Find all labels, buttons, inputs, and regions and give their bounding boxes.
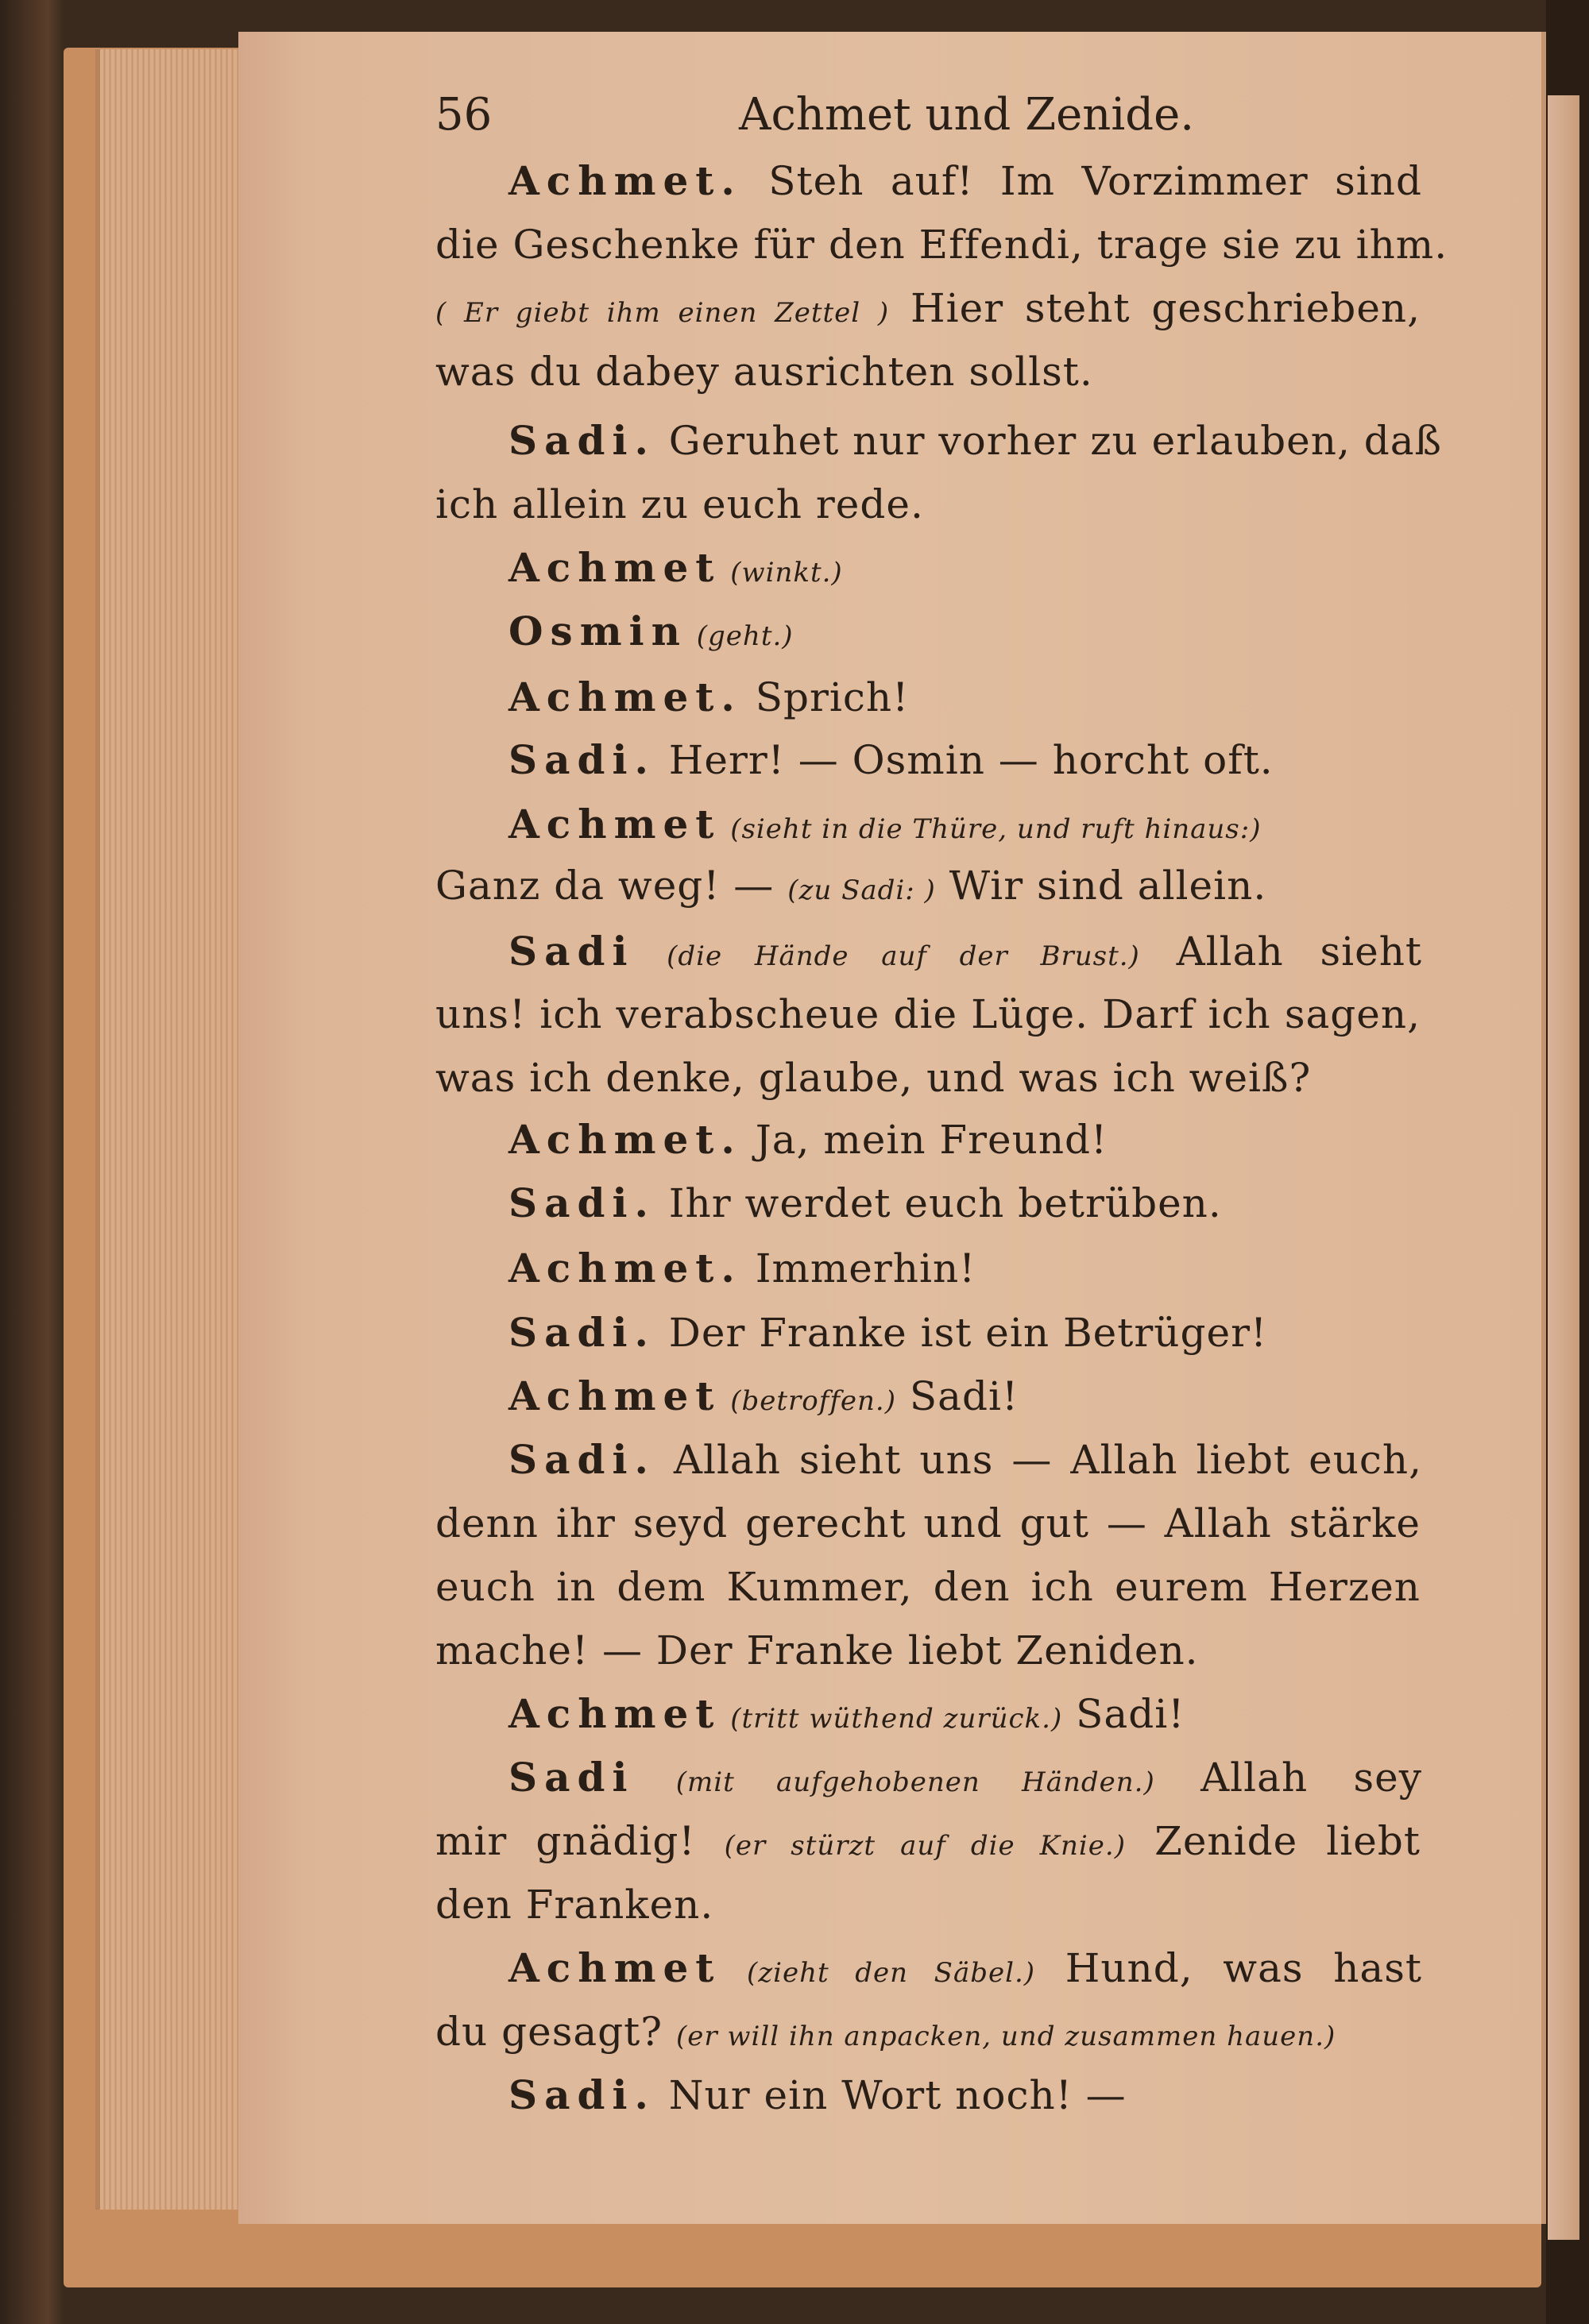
text-line — [435, 1564, 1421, 1610]
text-line — [435, 285, 1421, 331]
text-line — [508, 801, 1262, 847]
speaker-name: Sadi — [508, 1754, 635, 1801]
text-line — [508, 1754, 1422, 1801]
running-title: Achmet und Zenide. — [739, 89, 1195, 141]
stage-direction: (zieht den Säbel.) — [721, 1957, 1036, 1989]
stage-direction: (die Hände auf der Brust.) — [634, 940, 1140, 972]
stage-direction: (sieht in die Thüre, und ruft hinaus:) — [721, 813, 1262, 845]
speaker-name: Sadi — [508, 928, 635, 975]
dialogue-text: Hund, was hast — [1035, 1945, 1422, 1991]
dialogue-text: Hier steht geschrieben, — [889, 285, 1421, 331]
text-line — [508, 157, 1422, 204]
dialogue-text: Sadi! — [896, 1373, 1019, 1419]
text-line — [508, 736, 1274, 783]
speaker-name: Sadi. — [508, 1436, 655, 1483]
text-line — [508, 1944, 1422, 1991]
dialogue-text: was du dabey ausrichten sollst. — [435, 349, 1093, 395]
dialogue-text: Nur ein Wort noch! — — [655, 2072, 1127, 2118]
dialogue-text: Herr! — Osmin — horcht oft. — [655, 737, 1274, 783]
text-line — [508, 1245, 976, 1291]
speaker-name: Osmin — [508, 608, 687, 654]
text-line — [435, 1882, 714, 1928]
dialogue-text: den Franken. — [435, 1882, 714, 1928]
dialogue-text: Allah sieht uns — Allah liebt euch, — [655, 1437, 1422, 1483]
play-text — [435, 0, 1448, 2324]
text-line — [435, 991, 1421, 1037]
speaker-name: Achmet — [508, 544, 721, 591]
dialogue-text: Sprich! — [741, 674, 910, 720]
speaker-name: Sadi. — [508, 736, 655, 783]
text-line — [435, 222, 1448, 268]
speaker-name: Achmet — [508, 1944, 721, 1991]
text-line — [508, 674, 910, 720]
dialogue-text: du gesagt? — [435, 2009, 676, 2055]
text-line — [435, 863, 1267, 909]
text-line — [435, 2009, 1336, 2055]
dialogue-text: Wir sind allein. — [935, 863, 1267, 909]
speaker-name: Achmet — [508, 801, 721, 847]
speaker-name: Sadi. — [508, 417, 655, 464]
speaker-name: Achmet — [508, 1690, 721, 1737]
text-line — [508, 928, 1422, 975]
speaker-name: Achmet. — [508, 157, 742, 204]
text-line — [508, 1116, 1108, 1163]
dialogue-text: Allah sey — [1154, 1755, 1422, 1801]
speaker-name: Achmet. — [508, 674, 742, 720]
dialogue-text: die Geschenke für den Effendi, trage sie zu ihm. — [435, 222, 1448, 268]
facing-page-edge — [1546, 0, 1589, 2324]
dialogue-text: Allah sieht — [1139, 928, 1422, 975]
speaker-name: Achmet — [508, 1372, 721, 1419]
dialogue-text: Der Franke ist ein Betrüger! — [655, 1310, 1268, 1356]
text-line — [435, 1055, 1312, 1101]
text-line — [508, 1372, 1019, 1419]
dialogue-text: denn ihr seyd gerecht und gut — Allah stärke — [435, 1500, 1421, 1546]
text-line — [435, 349, 1093, 395]
dialogue-text: Ja, mein Freund! — [741, 1117, 1108, 1163]
dialogue-text: uns! ich verabscheue die Lüge. Darf ich sagen, — [435, 991, 1421, 1037]
text-line — [508, 2071, 1127, 2118]
dialogue-text: was ich denke, glaube, und was ich weiß? — [435, 1055, 1312, 1101]
speaker-name: Achmet. — [508, 1116, 742, 1163]
stage-direction: (er stürzt auf die Knie.) — [724, 1830, 1126, 1862]
text-line — [508, 1179, 1222, 1226]
dialogue-text: mir gnädig! — [435, 1818, 725, 1864]
stage-direction: (er will ihn anpacken, und zusammen hauen.) — [675, 2021, 1336, 2052]
stage-direction: (betroffen.) — [721, 1385, 897, 1417]
dialogue-text: Ihr werdet euch betrüben. — [655, 1180, 1222, 1226]
speaker-name: Sadi. — [508, 2071, 655, 2118]
text-line — [508, 1436, 1422, 1483]
text-line — [508, 1309, 1268, 1356]
speaker-name: Achmet. — [508, 1245, 742, 1291]
page-number: 56 — [435, 89, 493, 141]
text-line — [508, 608, 794, 654]
text-line — [435, 1818, 1421, 1864]
dialogue-text: Zenide liebt — [1126, 1818, 1421, 1864]
dialogue-text: euch in dem Kummer, den ich eurem Herzen — [435, 1564, 1421, 1610]
dialogue-text: mache! — Der Franke liebt Zeniden. — [435, 1627, 1199, 1674]
dialogue-text: ich allein zu euch rede. — [435, 481, 924, 527]
stage-direction: (winkt.) — [721, 557, 843, 589]
text-line — [435, 481, 924, 527]
stage-direction: (tritt wüthend zurück.) — [721, 1703, 1063, 1735]
text-line — [435, 1500, 1421, 1546]
dialogue-text: Ganz da weg! — — [435, 863, 788, 909]
dialogue-text: Steh auf! Im Vorzimmer sind — [741, 158, 1422, 204]
stage-direction: (geht.) — [686, 620, 794, 652]
text-line — [435, 1627, 1199, 1674]
text-line — [508, 1690, 1185, 1737]
text-line — [508, 544, 843, 591]
speaker-name: Sadi. — [508, 1179, 655, 1226]
stage-direction: (zu Sadi: ) — [787, 874, 936, 906]
dialogue-text: Geruhet nur vorher zu erlauben, daß — [655, 418, 1442, 464]
dialogue-text: Immerhin! — [741, 1245, 976, 1291]
stage-direction: (mit aufgehobenen Händen.) — [634, 1766, 1155, 1798]
dialogue-text: Sadi! — [1062, 1691, 1185, 1737]
speaker-name: Sadi. — [508, 1309, 655, 1356]
text-line — [508, 417, 1442, 464]
stage-direction: ( Er giebt ihm einen Zettel ) — [435, 297, 890, 329]
